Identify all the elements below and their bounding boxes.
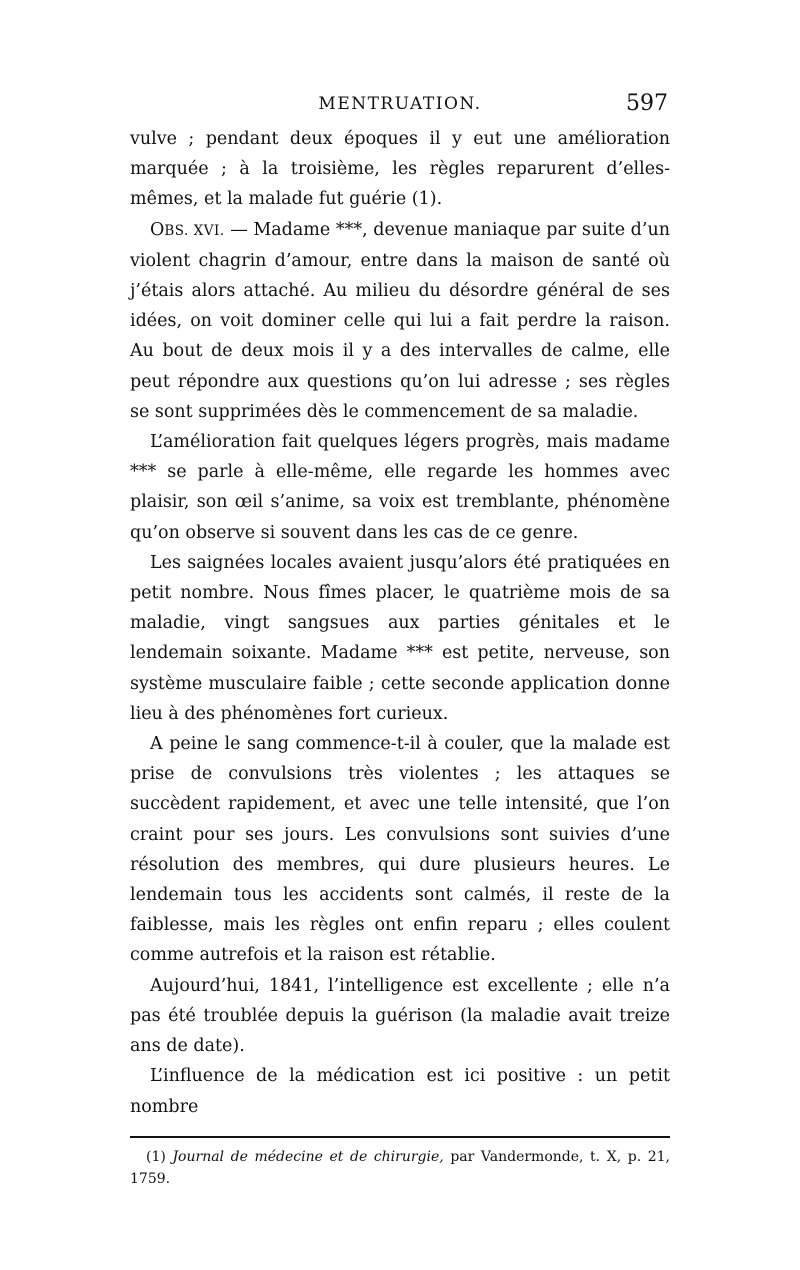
page-number: 597: [626, 91, 668, 116]
paragraph-1: vulve ; pendant deux époques il y eut une amélioration marquée ; à la troisième, les règles reparurent d’elles-mêmes, et la malade fut guérie (1).: [130, 129, 670, 210]
book-page: [130, 92, 670, 1190]
observation-label: BS. XVI.: [164, 222, 225, 239]
paragraph-3: L’amélioration fait quelques légers progrès, mais madame *** se parle à elle-même, elle regarde les hommes avec plaisir, son œil s’anime, sa voix est tremblante, phénomène qu’on observe si souvent dans les cas de ce genre.: [130, 432, 670, 543]
running-head-title: MENTRUATION.: [318, 94, 482, 114]
footnote-text: [130, 1146, 670, 1190]
running-head: [130, 92, 670, 120]
footnote-citation: par Vandermonde, t. X, p. 21, 1759.: [130, 1148, 671, 1187]
paragraph-observation-16: [130, 215, 670, 427]
paragraph-6: Aujourd’hui, 1841, l’intelligence est excellente ; elle n’a pas été troublée depuis la guérison (la maladie avait treize ans de date).: [130, 975, 670, 1057]
footnote-divider: [130, 1136, 670, 1138]
footnote-marker: (1): [146, 1148, 173, 1165]
body-text: [130, 124, 670, 1122]
paragraph-7: L’influence de la médication est ici positive : un petit nombre: [130, 1066, 670, 1117]
footnote-journal-title: Journal de médecine et de chirurgie,: [172, 1148, 444, 1165]
observation-label-initial: O: [150, 219, 165, 240]
paragraph-5: A peine le sang commence-t-il à couler, que la malade est prise de convulsions très violentes ; les attaques se succèdent rapidement, et avec une telle intensité, que l’on craint pour ses jours. Les convulsions sont suivies d’une résolution des membres, qui dure plusieurs heures. Le lendemain tous les accidents sont calmés, il reste de la faiblesse, mais les règles ont enfin reparu ; elles coulent comme autrefois et la raison est rétablie.: [130, 734, 670, 966]
observation-text: — Madame ***, devenue maniaque par suite d’un violent chagrin d’amour, entre dans la maison de santé où j’étais alors attaché. Au milieu du désordre général de ses idées, on voit dominer celle qui lui a fait perdre la raison. Au bout de deux mois il y a des intervalles de calme, elle peut répondre aux questions qu’on lui adresse ; ses règles se sont supprimées dès le commencement de sa maladie.: [130, 219, 670, 422]
footnote: [130, 1146, 670, 1190]
paragraph-4: Les saignées locales avaient jusqu’alors été pratiquées en petit nombre. Nous fîmes placer, le quatrième mois de sa maladie, vingt sangsues aux parties génitales et le lendemain soixante. Madame *** est petite, nerveuse, son système musculaire faible ; cette seconde application donne lieu à des phénomènes fort curieux.: [130, 552, 670, 724]
